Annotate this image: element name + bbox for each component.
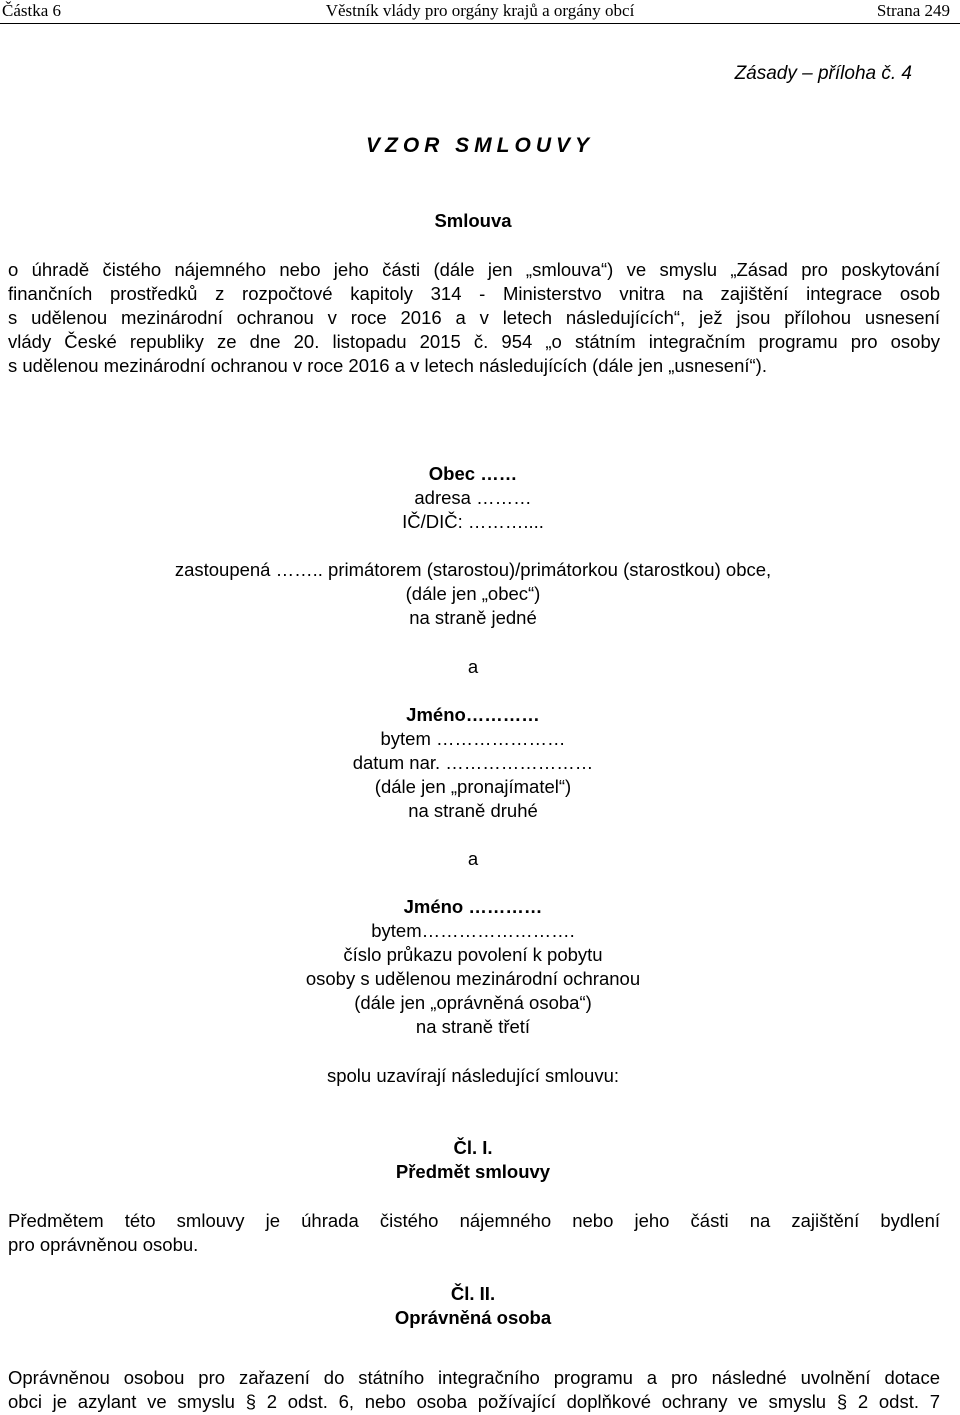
- issue-number: Částka 6: [2, 1, 62, 20]
- party2-residence: bytem …………………: [380, 728, 566, 749]
- intro-line: o úhradě čistého nájemného nebo jeho části (dále jen „smlouva“) ve smyslu „Zásad pro poskytování: [8, 259, 940, 280]
- article2-paragraph: [8, 1366, 940, 1414]
- page-number: Strana 249: [876, 1, 950, 20]
- article2-line: Oprávněnou osobou pro zařazení do státního integračního programu a pro následné uvolnění dotace: [8, 1367, 940, 1388]
- party3-permit: číslo průkazu povolení k pobytu: [343, 944, 603, 965]
- intro-line: vlády České republiky ze dne 20. listopadu 2015 č. 954 „o státním integračním programu pro osoby: [8, 331, 940, 352]
- conjunction-and: a: [467, 656, 479, 677]
- intro-line: s udělenou mezinárodní ochranou v roce 2016 a v letech následujících“, jež jsou přílohou usnesení: [8, 307, 940, 328]
- party3-permit-cont: osoby s udělenou mezinárodní ochranou: [305, 968, 641, 989]
- article1-line: pro oprávněnou osobu.: [8, 1234, 199, 1255]
- party3-side: na straně třetí: [415, 1016, 531, 1037]
- party1-name: Obec ……: [428, 463, 518, 484]
- intro-line: finančních prostředků z rozpočtové kapitoly 314 - Ministerstvo vnitra na zajištění integrace osob: [8, 283, 940, 304]
- party2-name: Jméno…………: [406, 704, 540, 725]
- journal-title: Věstník vlády pro orgány krajů a orgány obcí: [325, 1, 635, 20]
- party2-birth-date: datum nar. ……………………: [352, 752, 594, 773]
- document-title: VZOR SMLOUVY: [365, 134, 594, 157]
- contract-title: Smlouva: [434, 210, 512, 231]
- page-header: [0, 0, 960, 24]
- article1-title: Předmět smlouvy: [395, 1161, 551, 1182]
- article1-line: Předmětem této smlouvy je úhrada čistého nájemného nebo jeho části na zajištění bydlení: [8, 1210, 940, 1231]
- article2-number: Čl. II.: [450, 1283, 496, 1304]
- party1-alias: (dále jen „obec“): [405, 583, 541, 604]
- party2-side: na straně druhé: [408, 800, 538, 821]
- article2-title: Oprávněná osoba: [394, 1307, 552, 1328]
- article2-line: obci je azylant ve smyslu § 2 odst. 6, nebo osoba požívající doplňkové ochrany ve smyslu § 2 odst. 7: [8, 1391, 940, 1412]
- annex-label: Zásady – příloha č. 4: [734, 63, 912, 84]
- party3-name: Jméno …………: [403, 896, 543, 917]
- party1-ico: IČ/DIČ: ………....: [402, 511, 544, 532]
- intro-line: s udělenou mezinárodní ochranou v roce 2016 a v letech následujících (dále jen „usnesení“).: [8, 355, 767, 376]
- party1-address: adresa ………: [414, 487, 532, 508]
- intro-paragraph: [8, 258, 940, 378]
- party1-side: na straně jedné: [409, 607, 537, 628]
- party2-alias: (dále jen „pronajímatel“): [374, 776, 572, 797]
- article1-number: Čl. I.: [453, 1137, 493, 1158]
- agreement-statement: spolu uzavírají následující smlouvu:: [326, 1065, 620, 1086]
- article1-paragraph: [8, 1209, 940, 1257]
- conjunction-and: a: [467, 848, 479, 869]
- party3-alias: (dále jen „oprávněná osoba“): [354, 992, 592, 1013]
- party3-residence: bytem…………………….: [371, 920, 575, 941]
- party1-represented: zastoupená …….. primátorem (starostou)/primátorkou (starostkou) obce,: [174, 559, 772, 580]
